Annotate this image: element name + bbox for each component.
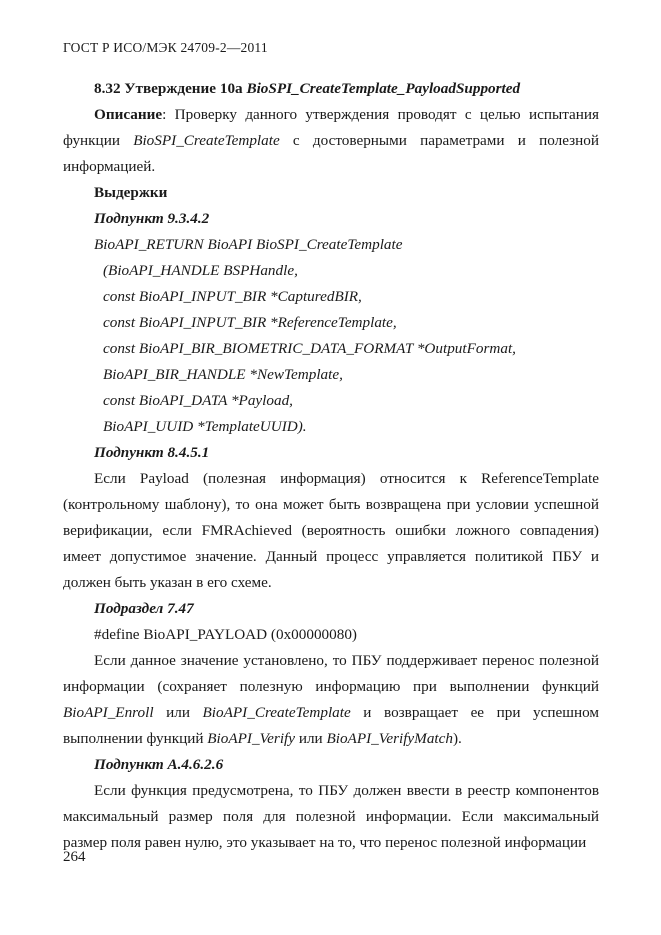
- function-verify: BioAPI_Verify: [207, 730, 296, 747]
- code-line: const BioAPI_DATA *Payload,: [103, 392, 293, 409]
- subsection-text-4: или: [295, 730, 327, 747]
- document-body: [63, 76, 599, 856]
- description-paragraph: [63, 102, 599, 180]
- subclause-2-title: Подпункт 8.4.5.1: [94, 444, 210, 461]
- code-line: BioAPI_UUID *TemplateUUID).: [103, 418, 307, 435]
- code-line: BioAPI_BIR_HANDLE *NewTemplate,: [103, 366, 343, 383]
- code-block: [63, 232, 599, 440]
- description-function: BioSPI_CreateTemplate: [133, 132, 280, 149]
- subsection-text-1: Если данное значение установлено, то ПБУ поддерживает перенос полезной информации (сохраняет полезную информацию при выполнении функций: [63, 652, 599, 695]
- subsection-paragraph: [63, 648, 599, 752]
- function-enroll: BioAPI_Enroll: [63, 704, 154, 721]
- code-line: (BioAPI_HANDLE BSPHandle,: [103, 262, 298, 279]
- code-line: BioAPI_RETURN BioAPI BioSPI_CreateTemplate: [94, 236, 403, 253]
- description-label: Описание: [94, 106, 163, 123]
- excerpts-heading: Выдержки: [94, 184, 168, 201]
- subclause-3-paragraph: Если функция предусмотрена, то ПБУ должен ввести в реестр компонентов максимальный размер поля для полезной информации. Если максимальный размер поля равен нулю, это указывает на то, что перенос полезной информации: [63, 782, 599, 851]
- description-text-1: : Проверку данного утверждения проводят с целью испытания функции: [63, 106, 599, 149]
- document-header: ГОСТ Р ИСО/МЭК 24709-2—2011: [63, 40, 268, 55]
- section-number: 8.32: [94, 80, 121, 97]
- description-text-2: с достоверными параметрами и полезной информацией.: [63, 132, 600, 175]
- subsection-text-3: и возвращает ее при успешном выполнении функций: [63, 704, 599, 747]
- section-title-italic: BioSPI_CreateTemplate_PayloadSupported: [246, 80, 521, 97]
- subsection-text-5: ).: [452, 730, 462, 747]
- page-number: 264: [63, 849, 86, 865]
- subsection-title: Подраздел 7.47: [94, 600, 194, 617]
- code-line: const BioAPI_INPUT_BIR *CapturedBIR,: [103, 288, 362, 305]
- subclause-3-title: Подпункт А.4.6.2.6: [94, 756, 224, 773]
- function-verify-match: BioAPI_VerifyMatch: [326, 730, 453, 747]
- subclause-2-paragraph: Если Payload (полезная информация) относится к ReferenceTemplate (контрольному шаблону), то она может быть возвращена при условии успешной верификации, если FMRAchieved (вероятность ошибки ложного совпадения) имеет допустимое значение. Данный процесс управляется политикой ПБУ и должен быть указан в его схеме.: [63, 470, 599, 591]
- subsection-text-2: или: [153, 704, 203, 721]
- code-line: const BioAPI_INPUT_BIR *ReferenceTemplate,: [103, 314, 397, 331]
- define-line: #define BioAPI_PAYLOAD (0x00000080): [94, 626, 357, 643]
- section-title-plain: Утверждение 10a: [124, 80, 243, 97]
- subclause-1-title: Подпункт 9.3.4.2: [94, 210, 210, 227]
- section-heading: [63, 76, 599, 102]
- function-create-template: BioAPI_CreateTemplate: [202, 704, 351, 721]
- code-line: const BioAPI_BIR_BIOMETRIC_DATA_FORMAT *OutputFormat,: [103, 340, 516, 357]
